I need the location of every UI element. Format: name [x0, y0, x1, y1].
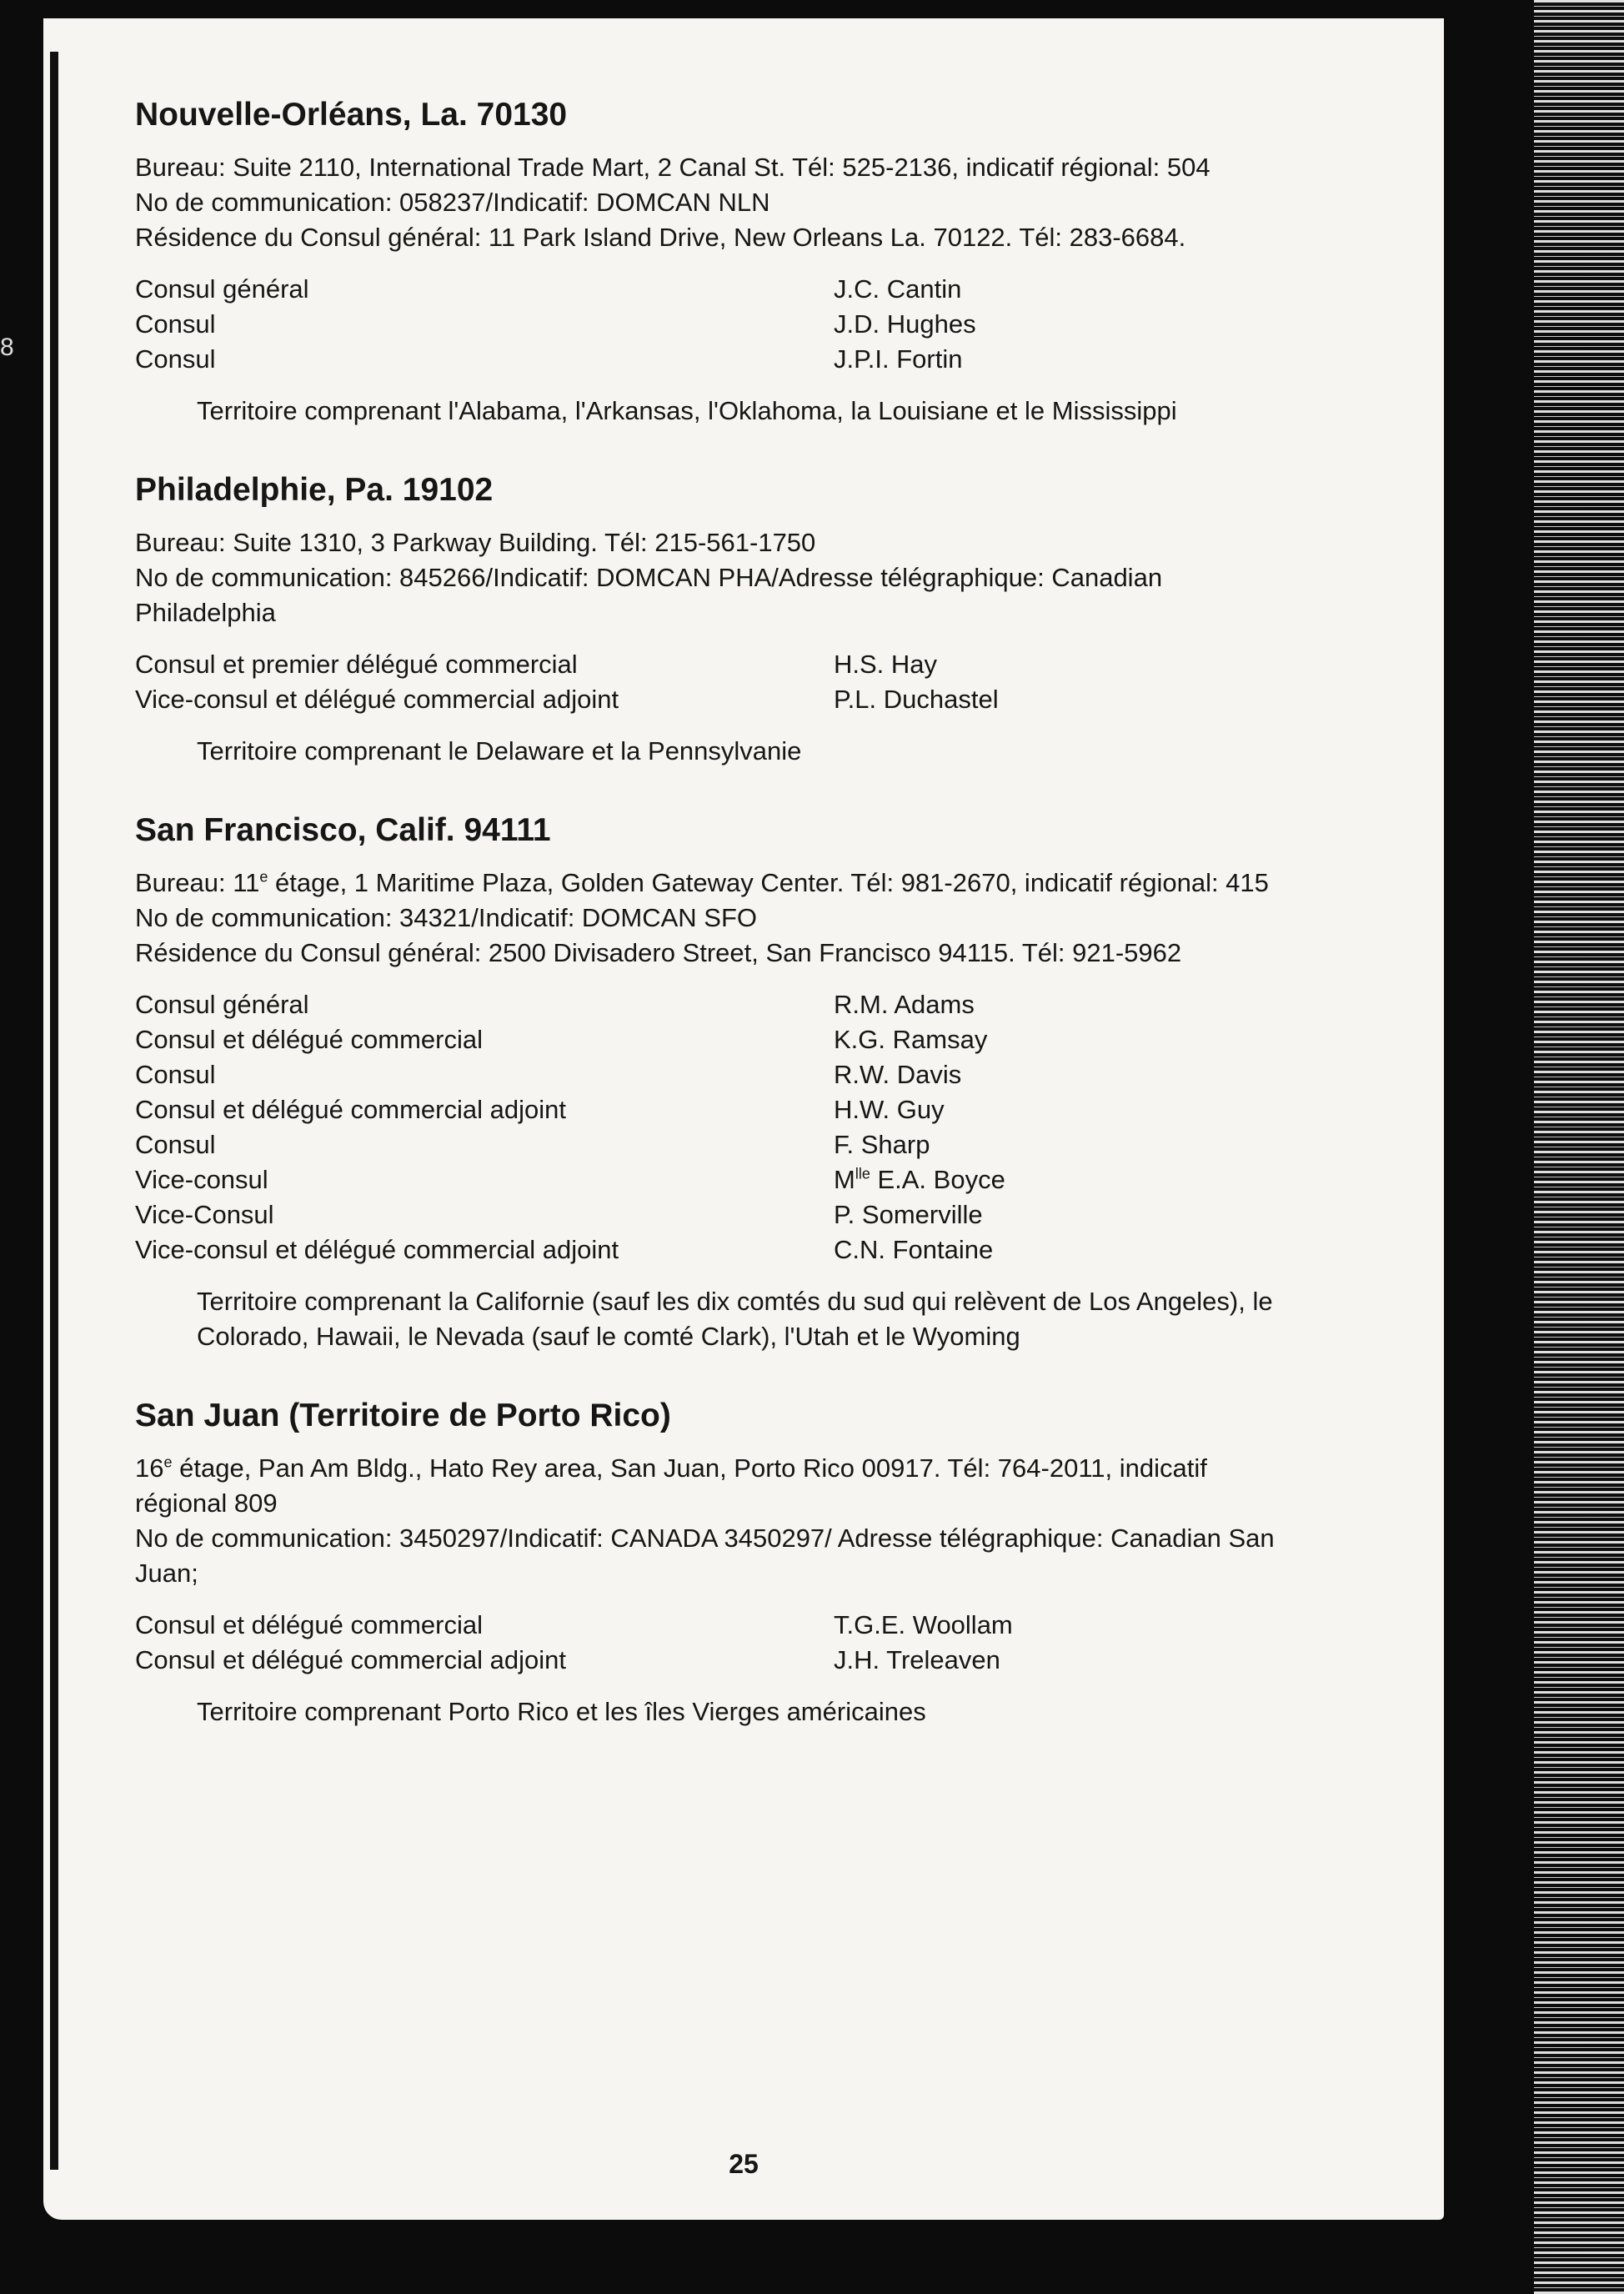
bureau-line: Bureau: Suite 1310, 3 Parkway Building. Tél: 215-561-1750 [135, 528, 816, 557]
staff-role: Consul [135, 1060, 216, 1089]
staff-row [135, 1197, 1302, 1232]
staff-row [135, 1162, 1302, 1197]
staff-role: Consul [135, 1130, 216, 1159]
staff-row [135, 1608, 1302, 1643]
staff-role: Consul et délégué commercial adjoint [135, 1645, 566, 1674]
staff-row [135, 1643, 1302, 1678]
page-number: 25 [729, 2149, 759, 2179]
bureau-rest: étage, 1 Maritime Plaza, Golden Gateway Center. Tél: 981-2670, indicatif régional: 415 [268, 868, 1269, 897]
territory-note: Territoire comprenant la Californie (sauf les dix comtés du sud qui relèvent de Los Angeles), le Colorado, Hawaii, le Nevada (sauf le comté Clark), l'Utah et le Wyoming [197, 1287, 1273, 1351]
staff-list [135, 647, 1302, 717]
staff-role: Vice-consul [135, 1165, 268, 1194]
staff-list [135, 987, 1302, 1267]
territory-note: Territoire comprenant l'Alabama, l'Arkansas, l'Oklahoma, la Louisiane et le Mississippi [197, 396, 1177, 425]
bureau-prefix: 16 [135, 1453, 164, 1483]
staff-row [135, 1127, 1302, 1162]
staff-name: J.P.I. Fortin [834, 344, 963, 374]
consulate-nouvelle-orleans [135, 93, 1302, 429]
staff-row [135, 987, 1302, 1022]
bureau-line: Bureau: Suite 2110, International Trade Mart, 2 Canal St. Tél: 525-2136, indicatif régional: 504 [135, 153, 1210, 182]
bureau-rest: étage, Pan Am Bldg., Hato Rey area, San Juan, Porto Rico 00917. Tél: 764-2011, indicatif régional 809 [135, 1453, 1207, 1518]
name-title: M [834, 1165, 855, 1194]
communication-line: No de communication: 058237/Indicatif: DOMCAN NLN [135, 188, 770, 217]
staff-name: T.G.E. Woollam [834, 1610, 1013, 1639]
staff-name: K.G. Ramsay [834, 1025, 988, 1054]
staff-role: Consul et délégué commercial [135, 1610, 483, 1639]
staff-row [135, 1057, 1302, 1092]
staff-name: R.M. Adams [834, 990, 975, 1019]
section-heading: Nouvelle-Orléans, La. 70130 [135, 97, 568, 133]
bureau-line [135, 1451, 1302, 1521]
staff-name: H.W. Guy [834, 1095, 945, 1124]
staff-name: H.S. Hay [834, 650, 938, 679]
page-content [135, 93, 1302, 1769]
residence-line: Résidence du Consul général: 2500 Divisadero Street, San Francisco 94115. Tél: 921-5962 [135, 938, 1182, 967]
staff-row [135, 272, 1302, 307]
consulate-philadelphie [135, 469, 1302, 769]
margin-page-number: 8 [0, 334, 14, 361]
territory-note: Territoire comprenant le Delaware et la Pennsylvanie [197, 736, 802, 766]
staff-role: Consul et délégué commercial [135, 1025, 483, 1054]
staff-row [135, 647, 1302, 682]
consulate-san-francisco [135, 809, 1302, 1354]
staff-name: P. Somerville [834, 1200, 983, 1229]
staff-role: Consul général [135, 990, 309, 1019]
staff-row [135, 1232, 1302, 1267]
communication-line: No de communication: 845266/Indicatif: DOMCAN PHA/Adresse télégraphique: Canadian Philadelphia [135, 563, 1163, 627]
staff-name: P.L. Duchastel [834, 685, 999, 714]
staff-row [135, 1092, 1302, 1127]
bureau-prefix: Bureau: 11 [135, 868, 260, 897]
staff-list [135, 272, 1302, 377]
staff-name: J.H. Treleaven [834, 1645, 1000, 1674]
territory-note: Territoire comprenant Porto Rico et les îles Vierges américaines [197, 1697, 926, 1726]
staff-role: Consul [135, 344, 216, 374]
staff-name: F. Sharp [834, 1130, 930, 1159]
consulate-san-juan [135, 1394, 1302, 1729]
name-text: E.A. Boyce [870, 1165, 1005, 1194]
staff-role: Consul et délégué commercial adjoint [135, 1095, 566, 1124]
page-edge-stack [1534, 0, 1624, 2294]
bureau-line [135, 866, 1302, 901]
staff-row [135, 682, 1302, 717]
section-heading: Philadelphie, Pa. 19102 [135, 472, 494, 508]
bureau-superscript: e [163, 1453, 173, 1471]
staff-role: Vice-consul et délégué commercial adjoint [135, 685, 619, 714]
staff-name: C.N. Fontaine [834, 1235, 994, 1264]
staff-role: Vice-consul et délégué commercial adjoint [135, 1235, 619, 1264]
communication-line: No de communication: 34321/Indicatif: DOMCAN SFO [135, 903, 758, 932]
section-heading: San Juan (Territoire de Porto Rico) [135, 1398, 671, 1433]
staff-role: Consul général [135, 274, 309, 304]
staff-list [135, 1608, 1302, 1678]
bureau-superscript: e [259, 868, 268, 886]
staff-role: Consul et premier délégué commercial [135, 650, 578, 679]
binding-shadow [50, 52, 58, 2170]
staff-row [135, 342, 1302, 377]
staff-name: J.D. Hughes [834, 309, 976, 339]
staff-role: Consul [135, 309, 216, 339]
staff-row [135, 1022, 1302, 1057]
document-page [43, 18, 1444, 2220]
residence-line: Résidence du Consul général: 11 Park Island Drive, New Orleans La. 70122. Tél: 283-6684. [135, 223, 1186, 252]
staff-role: Vice-Consul [135, 1200, 274, 1229]
staff-name: R.W. Davis [834, 1060, 962, 1089]
staff-row [135, 307, 1302, 342]
staff-name [834, 1162, 1302, 1197]
name-title-superscript: lle [855, 1165, 870, 1182]
staff-name: J.C. Cantin [834, 274, 962, 304]
section-heading: San Francisco, Calif. 94111 [135, 812, 551, 848]
communication-line: No de communication: 3450297/Indicatif: CANADA 3450297/ Adresse télégraphique: Canadian San Juan; [135, 1523, 1275, 1588]
